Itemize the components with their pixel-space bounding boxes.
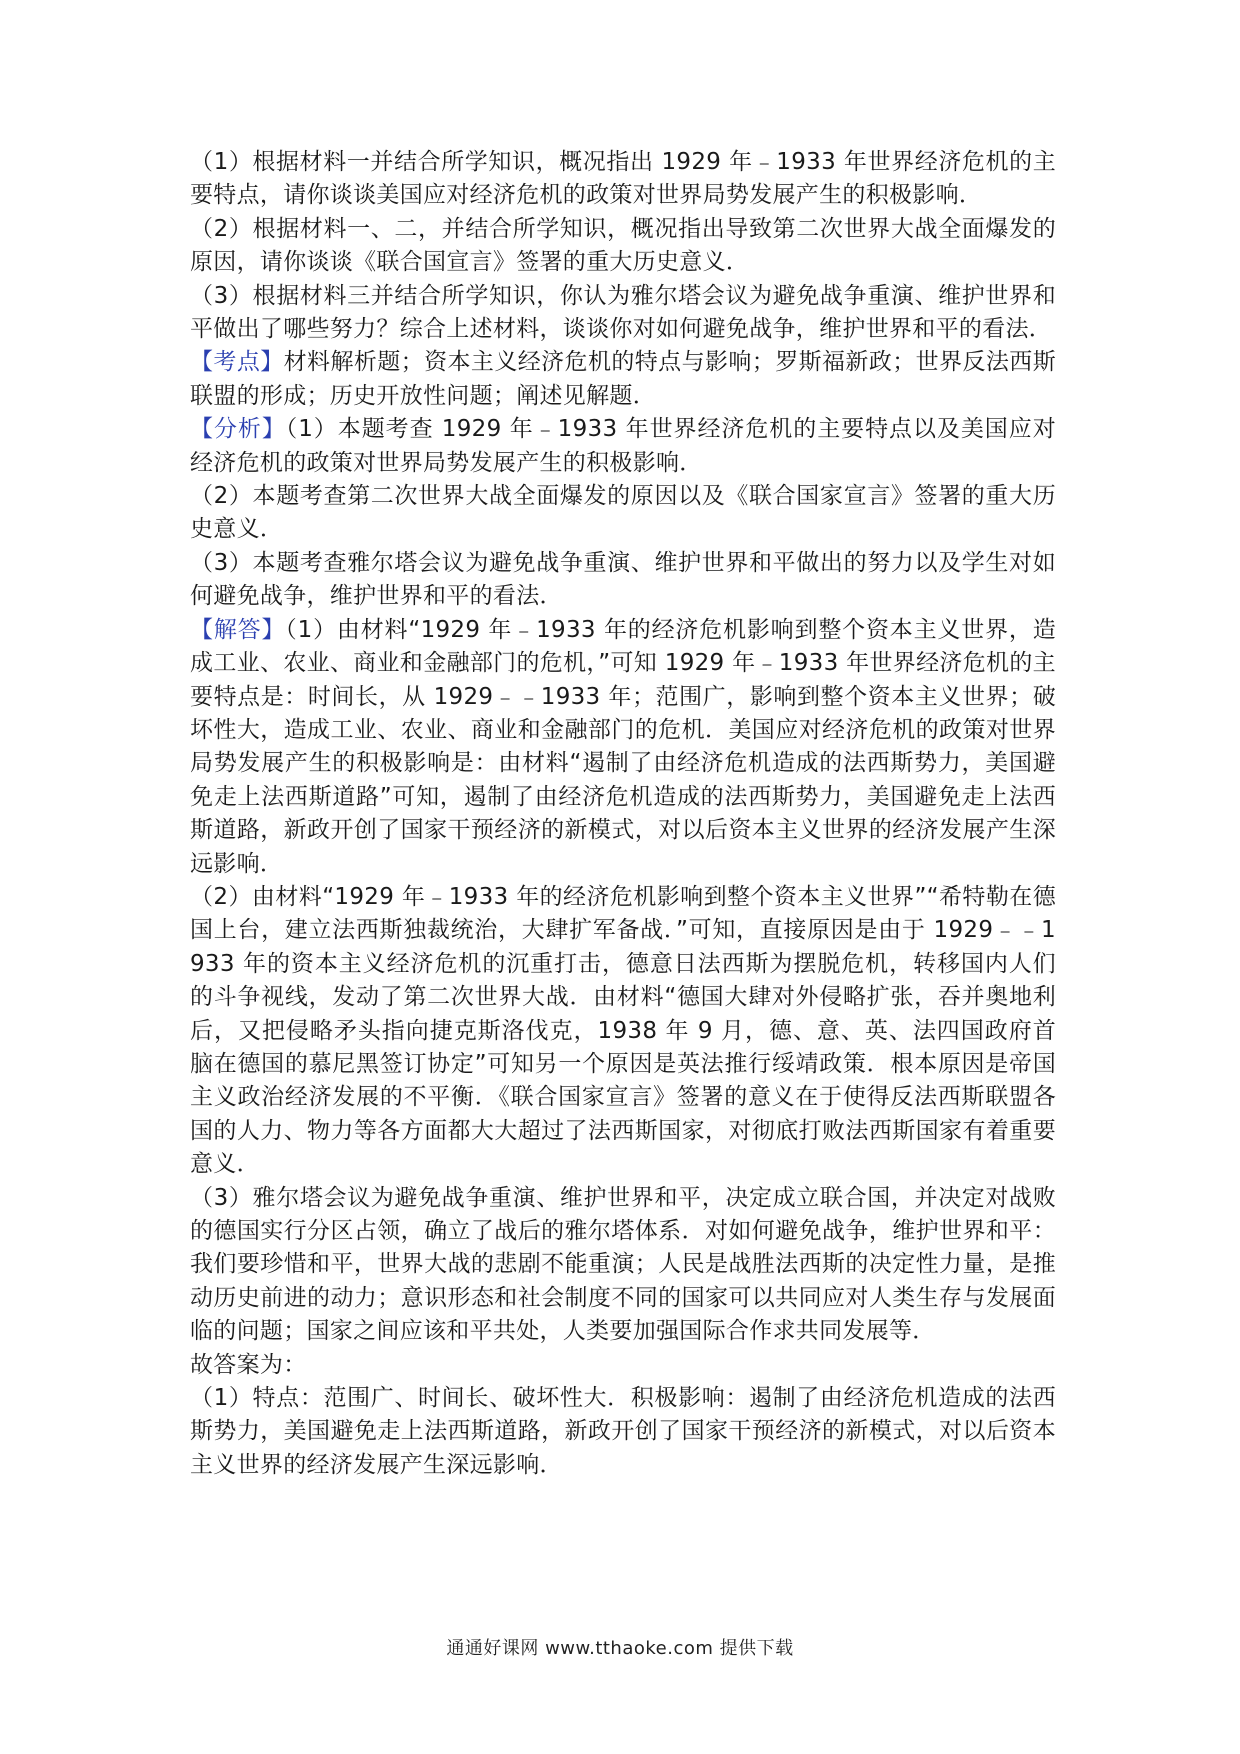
jieda-1: （1）由材料“1929 年﹣1933 年的经济危机影响到整个资本主义世界，造成工业、农业、商业和金融部门的危机，”可知 1929 年﹣1933 年世界经济危机的主要特点是：时间长，从 1929﹣﹣1933 年；范围广，影响到整个资本主义世界；破坏性大，造成工业、农业、商业和金融部门的危机．美国应对经济危机的政策对世界局势发展产生的积极影响是：由材料“遏制了由经济危机造成的法西斯势力，美国避免走上法西斯道路”可知，遏制了由经济危机造成的法西斯势力，美国避免走上法西斯道路，新政开创了国家干预经济的新模式，对以后资本主义世界的经济发展产生深远影响．: [190, 616, 1057, 877]
fenxi-3: （3）本题考查雅尔塔会议为避免战争重演、维护世界和平做出的努力以及学生对如何避免战争，维护世界和平的看法．: [190, 549, 1056, 610]
fenxi-1: （1）本题考查 1929 年﹣1933 年世界经济危机的主要特点以及美国应对经济危机的政策对世界局势发展产生的积极影响．: [190, 416, 1056, 476]
answer-1: （1）特点：范围广、时间长、破坏性大．积极影响：遏制了由经济危机造成的法西斯势力，美国避免走上法西斯道路，新政开创了国家干预经济的新模式，对以后资本主义世界的经济发展产生深远影响．: [190, 1385, 1056, 1478]
question-3: （3）根据材料三并结合所学知识，你认为雅尔塔会议为避免战争重演、维护世界和平做出了哪些努力？综合上述材料，谈谈你对如何避免战争，维护世界和平的看法．: [190, 282, 1056, 343]
kaodian-tag: 【考点】: [190, 349, 284, 376]
fenxi-tag: 【分析】: [190, 416, 286, 443]
fenxi-section: [190, 413, 1056, 480]
jieda-3: （3）雅尔塔会议为避免战争重演、维护世界和平，决定成立联合国，并决定对战败的德国实行分区占领，确立了战后的雅尔塔体系．对如何避免战争，维护世界和平：我们要珍惜和平，世界大战的悲剧不能重演；人民是战胜法西斯的决定性力量，是推动历史前进的动力；意识形态和社会制度不同的国家可以共同应对人类生存与发展面临的问题；国家之间应该和平共处，人类要加强国际合作求共同发展等．: [190, 1184, 1056, 1345]
jieda-2: （2）由材料“1929 年﹣1933 年的经济危机影响到整个资本主义世界”“希特勒在德国上台，建立法西斯独裁统治，大肆扩军备战．”可知，直接原因是由于 1929﹣﹣1933 年的资本主义经济危机的沉重打击，德意日法西斯为摆脱危机，转移国内人们的斗争视线，发动了第二次世界大战．由材料“德国大肆对外侵略扩张，吞并奥地利后，又把侵略矛头指向捷克斯洛伐克，1938 年 9 月，德、意、英、法四国政府首脑在德国的慕尼黑签订协定”可知另一个原因是英法推行绥靖政策．根本原因是帝国主义政治经济发展的不平衡．《联合国家宣言》签署的意义在于使得反法西斯联盟各国的人力、物力等各方面都大大超过了法西斯国家，对彻底打败法西斯国家有着重要意义．: [190, 883, 1056, 1178]
answer-heading: 故答案为：: [190, 1351, 307, 1378]
fenxi-2: （2）本题考查第二次世界大战全面爆发的原因以及《联合国家宣言》签署的重大历史意义．: [190, 483, 1056, 543]
jieda-section: [190, 614, 1056, 881]
jieda-tag: 【解答】: [190, 616, 286, 643]
question-1: （1）根据材料一并结合所学知识，概况指出 1929 年﹣1933 年世界经济危机的主要特点，请你谈谈美国应对经济危机的政策对世界局势发展产生的积极影响．: [190, 149, 1056, 209]
page-footer: 通通好课网 www.tthaoke.com 提供下载: [446, 1638, 794, 1659]
document-body: [190, 146, 1056, 1482]
question-2: （2）根据材料一、二，并结合所学知识，概况指出导致第二次世界大战全面爆发的原因，请你谈谈《联合国宣言》签署的重大历史意义．: [190, 215, 1056, 276]
kaodian-text: 材料解析题；资本主义经济危机的特点与影响；罗斯福新政；世界反法西斯联盟的形成；历史开放性问题；阐述见解题．: [190, 349, 1056, 409]
kaodian-section: [190, 346, 1056, 413]
